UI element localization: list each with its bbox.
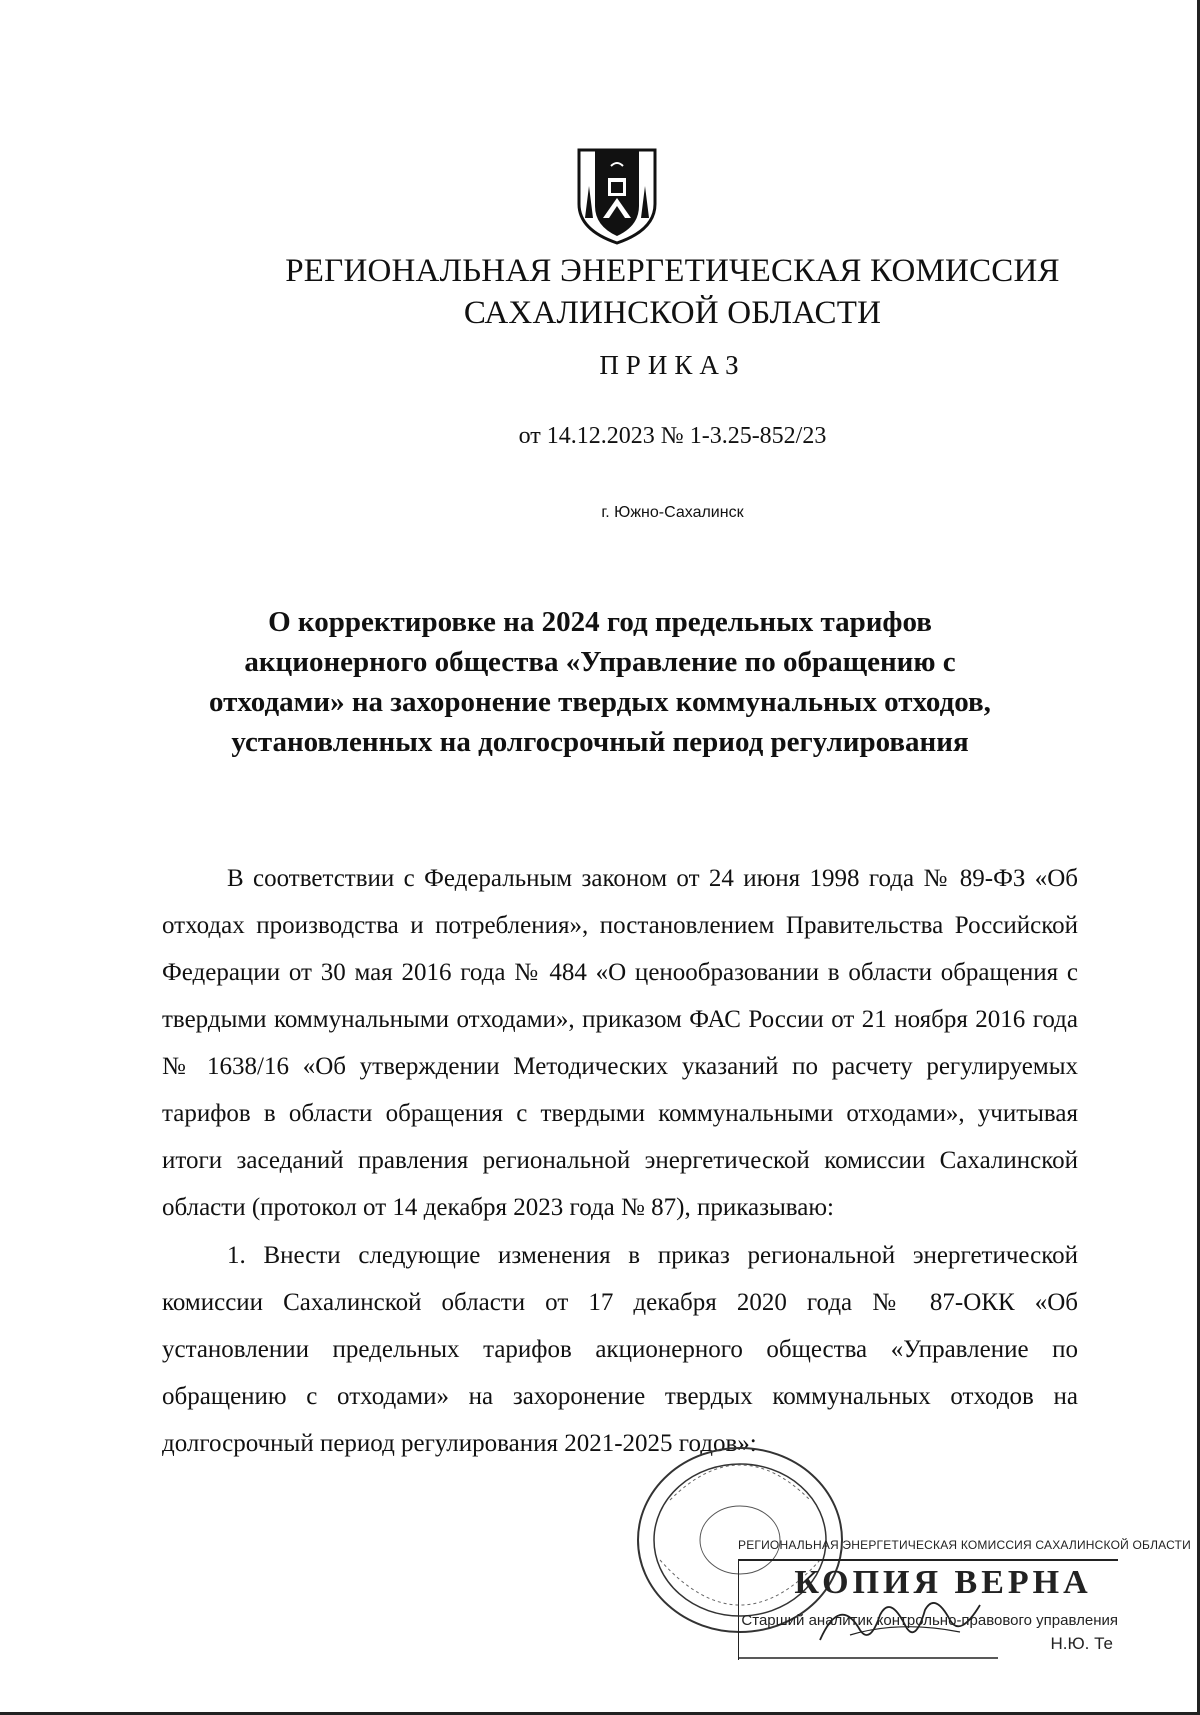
document-title-line1: О корректировке на 2024 год предельных тарифов	[268, 606, 932, 638]
stamp-organization: РЕГИОНАЛЬНАЯ ЭНЕРГЕТИЧЕСКАЯ КОМИССИЯ САХАЛИНСКОЙ ОБЛАСТИ	[738, 1538, 1191, 1552]
coat-of-arms-emblem	[575, 146, 659, 246]
document-title	[150, 602, 1050, 762]
document-title-line2: акционерного общества «Управление по обращению с	[244, 646, 956, 678]
city-name: г. Южно-Сахалинск	[601, 504, 744, 521]
organization-title-line1: РЕГИОНАЛЬНАЯ ЭНЕРГЕТИЧЕСКАЯ КОМИССИЯ	[285, 253, 1060, 289]
order-number: от 14.12.2023 № 1-3.25-852/23	[518, 423, 827, 449]
body-paragraph-2: 1. Внести следующие изменения в приказ региональной энергетической комиссии Сахалинской области от 17 декабря 2020 года № 87-ОКК «Об установлении предельных тарифов акционерного общества «Управление по обращению с отходами» на захоронение твердых коммунальных отходов на долгосрочный период регулирования 2021-2025 годов»:	[162, 1242, 1078, 1457]
document-title-line3: отходами» на захоронение твердых коммунальных отходов,	[209, 686, 991, 718]
handwritten-signature	[810, 1590, 990, 1650]
order-heading: ПРИКАЗ	[599, 350, 746, 380]
stamp-copy-label: КОПИЯ ВЕРНА	[794, 1564, 1092, 1601]
body-paragraph-1: В соответствии с Федеральным законом от 24 июня 1998 года № 89-ФЗ «Об отходах производства и потребления», постановлением Правительства Российской Федерации от 30 мая 2016 года № 484 «О ценообразовании в области обращения с твердыми коммунальными отходами», приказом ФАС России от 21 ноября 2016 года № 1638/16 «Об утверждении Методических указаний по расчету регулируемых тарифов в области обращения с твердыми коммунальными отходами», учитывая итоги заседаний правления региональной энергетической комиссии Сахалинской области (протокол от 14 декабря 2023 года № 87), приказываю:	[162, 865, 1078, 1221]
document-body	[162, 855, 1078, 1467]
organization-title-line2: САХАЛИНСКОЙ ОБЛАСТИ	[463, 295, 882, 331]
stamp-position: Старший аналитик контрольно-правового управления	[741, 1612, 1118, 1629]
stamp-signatory-name: Н.Ю. Те	[1050, 1634, 1113, 1653]
document-title-line4: установленных на долгосрочный период регулирования	[231, 726, 969, 758]
organization-title	[0, 250, 1200, 334]
